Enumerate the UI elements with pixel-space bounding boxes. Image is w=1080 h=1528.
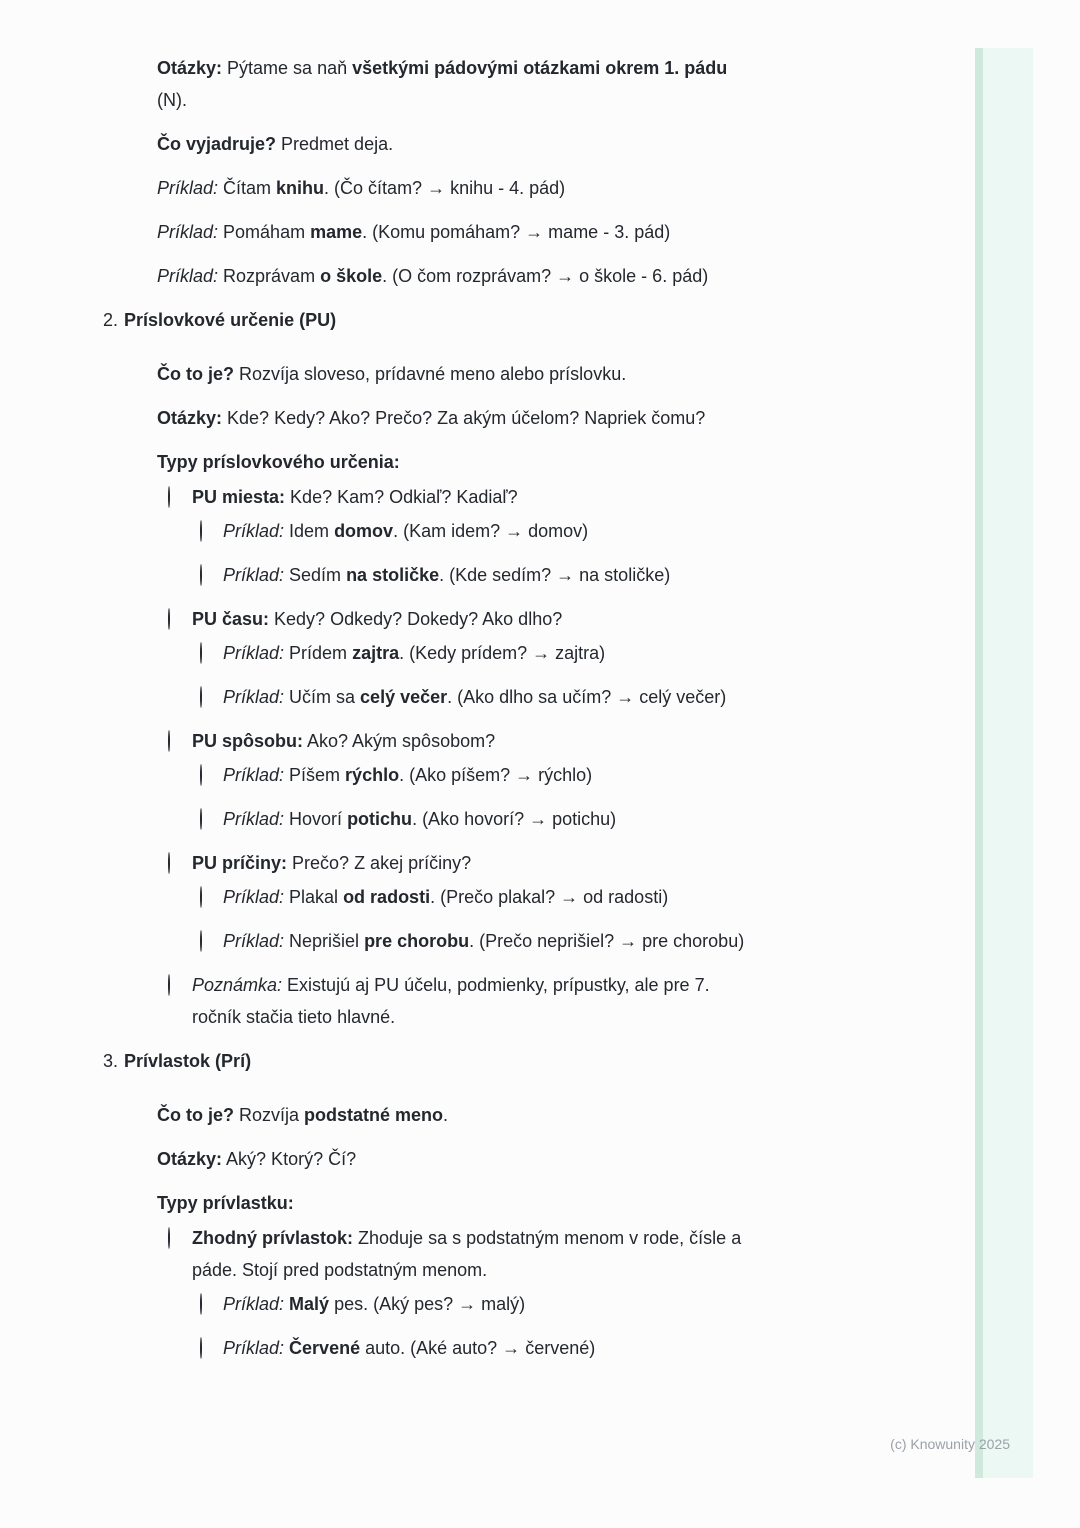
circle-icon	[168, 725, 192, 757]
text: .	[443, 1105, 449, 1125]
list-item-body	[157, 1187, 741, 1376]
list-level-1	[103, 358, 851, 1033]
text: . (O čom rozprávam? → o škole - 6. pád)	[382, 266, 709, 286]
circle-icon	[200, 925, 223, 957]
circle-icon	[168, 603, 192, 635]
circle-icon	[200, 759, 223, 791]
text: . (Ako píšem? → rýchlo)	[399, 765, 593, 785]
list-item-text	[157, 1143, 356, 1175]
list-item-text	[223, 925, 744, 957]
list-item	[135, 1187, 851, 1376]
circle-icon	[200, 686, 202, 708]
text-bold: od radosti	[343, 887, 431, 907]
text-bold: podstatné meno	[304, 1105, 444, 1125]
text-italic: Príklad:	[223, 1338, 285, 1358]
section-number: 3.	[103, 1051, 119, 1071]
text-bold: domov	[334, 521, 394, 541]
text-bold: Čo to je?	[157, 1105, 234, 1125]
circle-icon	[200, 564, 202, 586]
text: Prečo? Z akej príčiny?	[287, 853, 472, 873]
list-item-body	[223, 515, 588, 547]
text-bold: PU času:	[192, 609, 270, 629]
text-italic: Príklad:	[157, 178, 219, 198]
list-item-text	[157, 446, 744, 478]
list-item-text	[157, 172, 565, 204]
list-item	[135, 216, 851, 248]
circle-icon	[168, 1227, 170, 1249]
list-item-body	[192, 969, 710, 1033]
text: páde. Stojí pred podstatným menom.	[192, 1260, 488, 1280]
text-bold: na stoličke	[346, 565, 440, 585]
text-bold: PU príčiny:	[192, 853, 288, 873]
text-italic: Príklad:	[223, 687, 285, 707]
text: Existujú aj PU účelu, podmienky, prípustky, ale pre 7.	[282, 975, 710, 995]
text: . (Kedy prídem? → zajtra)	[399, 643, 606, 663]
list-item-text	[223, 681, 726, 713]
list-item-text	[192, 725, 616, 757]
text: . (Ako dlho sa učím? → celý večer)	[447, 687, 727, 707]
list-item	[200, 759, 616, 791]
text-bold: celý večer	[360, 687, 448, 707]
list-level-2	[157, 481, 744, 1033]
text-bold: Otázky:	[157, 58, 223, 78]
copyright-footer: (c) Knowunity 2025	[890, 1436, 1010, 1452]
notes-document	[103, 52, 851, 1388]
list-item-text	[223, 1288, 525, 1320]
list-item-body	[157, 52, 727, 116]
list-item-body	[192, 603, 726, 725]
circle-icon	[168, 969, 192, 1001]
circle-icon	[168, 974, 170, 996]
list-item-body	[157, 128, 393, 160]
list-level-3	[192, 515, 670, 591]
text: Neprišiel	[284, 931, 365, 951]
list-item-body	[223, 881, 668, 913]
list-item	[135, 1099, 851, 1131]
text: Sedím	[284, 565, 347, 585]
text-bold: PU spôsobu:	[192, 731, 303, 751]
text: Prídem	[284, 643, 353, 663]
text-bold: rýchlo	[345, 765, 400, 785]
list-item-body	[223, 559, 670, 591]
text-bold: zajtra	[352, 643, 400, 663]
text: auto. (Aké auto? → červené)	[360, 1338, 596, 1358]
section-title: Prívlastok (Prí)	[124, 1051, 252, 1071]
text-italic: Príklad:	[157, 222, 219, 242]
text: Rozprávam	[218, 266, 321, 286]
list-item-body	[223, 681, 726, 713]
text-bold: PU miesta:	[192, 487, 286, 507]
list-item-body	[223, 759, 592, 791]
list-item	[200, 1332, 741, 1364]
list-item-text	[223, 759, 592, 791]
list-item	[200, 637, 726, 669]
list-item-text	[223, 1332, 595, 1364]
list-item-text	[192, 603, 726, 635]
circle-icon	[200, 1293, 202, 1315]
list-item-text	[157, 260, 708, 292]
text-bold: Otázky:	[157, 1149, 223, 1169]
decorative-stripe	[975, 48, 1033, 1478]
circle-icon	[200, 764, 202, 786]
list-item-text	[157, 1187, 741, 1219]
text: . (Čo čítam? → knihu - 4. pád)	[324, 178, 566, 198]
list-item-text	[192, 481, 670, 513]
list-item	[135, 1143, 851, 1175]
list-item	[135, 128, 851, 160]
text-italic: Príklad:	[157, 266, 219, 286]
circle-icon	[168, 608, 170, 630]
list-item-text	[157, 128, 393, 160]
circle-icon	[200, 1332, 223, 1364]
list-item	[135, 402, 851, 434]
circle-icon	[168, 847, 192, 879]
list-item	[200, 881, 744, 913]
list-item-text	[192, 1222, 741, 1286]
text-bold: Čo to je?	[157, 364, 234, 384]
list-item	[135, 446, 851, 1033]
text-bold: pre chorobu	[364, 931, 470, 951]
text-bold: knihu	[276, 178, 325, 198]
text-italic: Príklad:	[223, 1294, 285, 1314]
text-italic: Príklad:	[223, 809, 285, 829]
section-heading	[103, 1045, 851, 1077]
text: Pomáham	[218, 222, 311, 242]
list-item-body	[223, 1332, 595, 1364]
text-bold: Čo vyjadruje?	[157, 134, 277, 154]
text: Rozvíja	[234, 1105, 305, 1125]
text-italic: Poznámka:	[192, 975, 283, 995]
text: ročník stačia tieto hlavné.	[192, 1007, 396, 1027]
text: pes. (Aký pes? → malý)	[329, 1294, 526, 1314]
list-item-text	[223, 803, 616, 835]
text: Aký? Ktorý? Čí?	[222, 1149, 357, 1169]
list-item	[135, 260, 851, 292]
list-item	[168, 1222, 741, 1376]
circle-icon	[168, 481, 192, 513]
circle-icon	[200, 1288, 223, 1320]
text: (N).	[157, 90, 187, 110]
list-item-body	[192, 481, 670, 603]
list-item	[200, 1288, 741, 1320]
list-item-body	[223, 1288, 525, 1320]
text: Predmet deja.	[276, 134, 394, 154]
text-bold: potichu	[347, 809, 413, 829]
text-bold: Typy príslovkového určenia:	[157, 452, 400, 472]
text-bold: Typy prívlastku:	[157, 1193, 294, 1213]
text-bold: Zhodný prívlastok:	[192, 1228, 354, 1248]
circle-icon	[200, 520, 202, 542]
circle-icon	[200, 681, 223, 713]
list-item-body	[192, 847, 744, 969]
text: Rozvíja sloveso, prídavné meno alebo príslovku.	[234, 364, 627, 384]
text-bold: Otázky:	[157, 408, 223, 428]
text: Kde? Kedy? Ako? Prečo? Za akým účelom? Napriek čomu?	[222, 408, 706, 428]
section-heading	[103, 304, 851, 336]
text: . (Komu pomáham? → mame - 3. pád)	[362, 222, 671, 242]
circle-icon	[168, 486, 170, 508]
list-item-body	[223, 925, 744, 957]
text-italic: Príklad:	[223, 565, 285, 585]
list-item-text	[223, 881, 668, 913]
list-item	[135, 358, 851, 390]
list-item-body	[192, 725, 616, 847]
list-item	[168, 603, 744, 725]
text-bold: o škole	[320, 266, 383, 286]
list-item	[168, 847, 744, 969]
list-item-body	[192, 1222, 741, 1376]
text-italic: Príklad:	[223, 765, 285, 785]
text-bold: Červené	[289, 1338, 361, 1358]
text: . (Kam idem? → domov)	[393, 521, 589, 541]
circle-icon	[200, 886, 202, 908]
circle-icon	[200, 559, 223, 591]
list-item-text	[192, 969, 710, 1033]
list-item	[168, 969, 744, 1033]
list-item-body	[157, 446, 744, 1033]
list-item	[200, 681, 726, 713]
list-item	[135, 172, 851, 204]
text: Píšem	[284, 765, 346, 785]
text-italic: Príklad:	[223, 521, 285, 541]
list-level-2	[157, 1222, 741, 1376]
list-item	[200, 803, 616, 835]
list-item-body	[157, 402, 705, 434]
text-bold: Malý	[289, 1294, 330, 1314]
text-bold: všetkými pádovými otázkami okrem 1. pádu	[352, 58, 728, 78]
section-number: 2.	[103, 310, 119, 330]
text: . (Kde sedím? → na stoličke)	[439, 565, 671, 585]
list-item-text	[157, 52, 727, 116]
list-item-text	[192, 847, 744, 879]
list-item	[200, 925, 744, 957]
text-italic: Príklad:	[223, 887, 285, 907]
list-item-text	[157, 216, 670, 248]
text: Ako? Akým spôsobom?	[303, 731, 496, 751]
text: Učím sa	[284, 687, 361, 707]
list-level-3	[192, 637, 726, 713]
list-item-body	[157, 260, 708, 292]
circle-icon	[200, 515, 223, 547]
list-level-1	[103, 1099, 851, 1376]
text-italic: Príklad:	[223, 643, 285, 663]
circle-icon	[200, 637, 223, 669]
list-item-body	[157, 358, 626, 390]
list-item-text	[223, 559, 670, 591]
list-item-text	[223, 637, 605, 669]
text-bold: mame	[310, 222, 363, 242]
text: Kedy? Odkedy? Dokedy? Ako dlho?	[269, 609, 563, 629]
list-item-text	[157, 358, 626, 390]
circle-icon	[168, 730, 170, 752]
list-item-text	[223, 515, 588, 547]
list-item-body	[223, 637, 605, 669]
text: Kde? Kam? Odkiaľ? Kadiaľ?	[285, 487, 518, 507]
circle-icon	[168, 852, 170, 874]
text: Čítam	[218, 178, 277, 198]
list-item-body	[157, 1099, 448, 1131]
circle-icon	[200, 930, 202, 952]
list-item-body	[157, 172, 565, 204]
list-item	[168, 725, 744, 847]
list-item	[168, 481, 744, 603]
list-item	[200, 515, 670, 547]
section-title: Príslovkové určenie (PU)	[124, 310, 337, 330]
list-level-3	[192, 881, 744, 957]
list-item	[135, 52, 851, 116]
list-item-text	[157, 1099, 448, 1131]
list-item-body	[157, 216, 670, 248]
circle-icon	[200, 1337, 202, 1359]
circle-icon	[200, 881, 223, 913]
list-item	[200, 559, 670, 591]
circle-icon	[200, 803, 223, 835]
circle-icon	[200, 642, 202, 664]
list-level-3	[192, 759, 616, 835]
text: Plakal	[284, 887, 344, 907]
text: . (Ako hovorí? → potichu)	[412, 809, 617, 829]
circle-icon	[200, 808, 202, 830]
list-item-body	[223, 803, 616, 835]
list-item-text	[157, 402, 705, 434]
text: . (Prečo plakal? → od radosti)	[430, 887, 669, 907]
text: . (Prečo neprišiel? → pre chorobu)	[469, 931, 745, 951]
text: Zhoduje sa s podstatným menom v rode, čísle a	[353, 1228, 742, 1248]
circle-icon	[168, 1222, 192, 1254]
text: Idem	[284, 521, 335, 541]
list-level-3	[192, 1288, 741, 1364]
list-level-1	[103, 52, 851, 292]
text-italic: Príklad:	[223, 931, 285, 951]
text: Pýtame sa naň	[222, 58, 353, 78]
list-item-body	[157, 1143, 356, 1175]
text: Hovorí	[284, 809, 348, 829]
